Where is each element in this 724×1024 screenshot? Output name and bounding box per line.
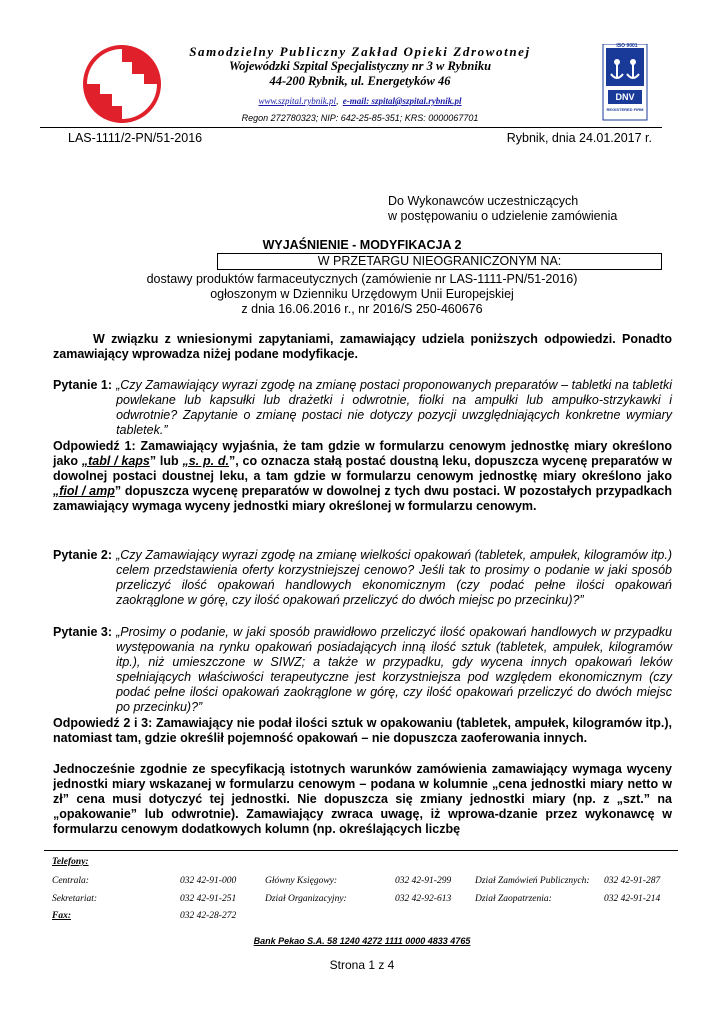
- answer-2-3-text: Zamawiający nie podał ilości sztuk w opakowaniu (tabletek, ampułek, kilogramów itp.), natomiast tam, gdzie określił pojemność opakowań – nie dopuszcza zaoferowania innych.: [53, 716, 673, 745]
- dnv-certificate-badge: [600, 44, 650, 122]
- question-2: [53, 548, 672, 608]
- answer-1-text-part: Zamawiający wyjaśnia, że tam gdzie w formularzu cenowym jednostkę miary określono jako: [53, 439, 672, 468]
- sekretariat-label: Sekretariat:: [52, 894, 98, 904]
- document-title: WYJAŚNIENIE - MODYFIKACJA 2: [262, 238, 462, 252]
- centrala-label: Centrala:: [52, 876, 89, 886]
- subject-line-2: ogłoszonym w Dzienniku Urzędowym Unii Europejskiej: [210, 287, 514, 301]
- question-3-label: Pytanie 3:: [53, 625, 113, 639]
- answer-1-text-part: ” dopuszcza wycenę preparatów w dowolnej z tych dwu postaci. W pozostałych przypadkach zamawiający wymaga wyceny jednostki miary określonej w formularzu cenowym.: [53, 484, 672, 513]
- question-2-text: „Czy Zamawiający wyrazi zgodę na zmianę wielkości opakowań (tabletek, ampułek, kilogramów itp.) celem przedstawienia oferty korzystniejszej cenowo? Jeśli tak to prosimy o podanie w jaki sposób przeliczyć ilość opakowań handlowych ekonomicznym (czy podać pełne ilości opakowań zaokrąglone w górę, czy ilość opakowań przeliczyć do dwóch miejsc po przecinku)?”: [116, 548, 672, 607]
- phones-label: Telefony:: [52, 857, 89, 867]
- ksiegowy-label: Główny Księgowy:: [265, 876, 338, 886]
- zamowienia-label: Dział Zamówień Publicznych:: [475, 876, 590, 886]
- iso-label: ISO 9001: [616, 43, 638, 49]
- organizacyjny-label: Dział Organizacyjny:: [265, 894, 347, 904]
- answer-1: [53, 439, 672, 514]
- answer-2-3: [53, 716, 672, 746]
- zaopatrzenie-phone: 032 42-91-214: [604, 894, 661, 904]
- zaopatrzenie-label: Dział Zaopatrzenia:: [475, 894, 552, 904]
- answer-1-label: Odpowiedź 1:: [53, 439, 136, 453]
- website-link[interactable]: www.szpital.rybnik.pl: [258, 96, 337, 106]
- subject-line-1: dostawy produktów farmaceutycznych (zamówienie nr LAS-1111-PN/51-2016): [146, 272, 578, 286]
- footer-divider: [44, 850, 678, 851]
- fax-label: Fax:: [52, 911, 71, 921]
- registered-firm-label: REGISTERED FIRM: [606, 107, 644, 112]
- place-date: Rybnik, dnia 24.01.2017 r.: [506, 131, 652, 145]
- ksiegowy-phone: 032 42-91-299: [395, 876, 452, 886]
- unit-spd: „s. p. d.: [182, 454, 229, 468]
- fax-number: 032 42-28-272: [180, 911, 237, 921]
- final-paragraph: Jednocześnie zgodnie ze specyfikacją istotnych warunków zamówienia zamawiający wymaga wyceny jednostki miary wskazanej w formularzu cenowym – podana w kolumnie „cena jednostki miary netto w zł” cena musi dotyczyć tej jednostki. Nie dopuszcza się zmiany jednostki miary (np. z „szt.” na „opakowanie” lub odwrotnie). Zamawiający zwraca uwagę, iż wprowa-dzanie przez wykonawcę w formularzu cenowym dodatkowych kolumn (np. określających liczbę: [53, 762, 672, 836]
- subject-line-3: z dnia 16.06.2016 r., nr 2016/S 250-460676: [241, 302, 483, 316]
- recipient-line-1: Do Wykonawców uczestniczących: [388, 194, 579, 208]
- answer-1-text-part: ” lub: [149, 454, 183, 468]
- question-1-label: Pytanie 1:: [53, 378, 113, 392]
- hospital-address: 44-200 Rybnik, ul. Energetyków 46: [269, 74, 451, 88]
- hospital-logo: [82, 44, 162, 124]
- question-1-text: „Czy Zamawiający wyrazi zgodę na zmianę postaci proponowanych preparatów – tabletki na tabletki powlekane lub kapsułki lub drażetki i odwrotnie, fiolki na ampułki lub ampułko-strzykawki i odwrotnie? Zapytanie o zmianę postaci nie dotyczy pozycji uwzględniających konkretne wymiary tabletek.”: [116, 378, 672, 437]
- bank-account: Bank Pekao S.A. 58 1240 4272 1111 0000 4833 4765: [253, 936, 471, 946]
- header-divider: [40, 127, 662, 128]
- tender-subtitle: W PRZETARGU NIEOGRANICZONYM NA:: [217, 253, 662, 270]
- registry-info: Regon 272780323; NIP: 642-25-85-351; KRS: 0000067701: [241, 113, 479, 123]
- organizacyjny-phone: 032 42-92-613: [395, 894, 452, 904]
- intro-paragraph: W związku z wniesionymi zapytaniami, zamawiający udziela poniższych odpowiedzi. Ponadto zamawiający wprowadza niżej podane modyfikacje.: [53, 332, 672, 361]
- question-1: [53, 378, 672, 438]
- recipient-line-2: w postępowaniu o udzielenie zamówienia: [388, 209, 618, 223]
- email-link[interactable]: e-mail: szpital@szpital.rybnik.pl: [342, 96, 462, 106]
- reference-number: LAS-1111/2-PN/51-2016: [68, 131, 203, 145]
- contact-links: www.szpital.rybnik.pl, e-mail: szpital@szpital.rybnik.pl: [258, 96, 462, 106]
- sekretariat-phone: 032 42-91-251: [180, 894, 237, 904]
- answer-2-3-label: Odpowiedź 2 i 3:: [53, 716, 153, 730]
- hospital-name: Wojewódzki Szpital Specjalistyczny nr 3 w Rybniku: [228, 59, 492, 73]
- org-name: Samodzielny Publiczny Zakład Opieki Zdrowotnej: [189, 44, 531, 59]
- dnv-label: DNV: [615, 92, 635, 102]
- centrala-phone: 032 42-91-000: [180, 876, 237, 886]
- question-3: [53, 625, 672, 715]
- unit-tabl-kaps: „tabl / kaps: [81, 454, 150, 468]
- zamowienia-phone: 032 42-91-287: [604, 876, 661, 886]
- question-3-text: „Prosimy o podanie, w jaki sposób prawidłowo przeliczyć ilość opakowań handlowych w przypadku występowania na rynku opakowań posiadających inną ilość sztuk (tabletek, ampułek, kilogramów itp.), niż umieszczone w SIWZ; a także w przypadku, gdy wycena innych opakowań leków spełniających właściwości terapeutyczne jest korzystniejsza pod względem ekonomicznym (czy podać pełne ilości opakowań zaokrąglone w górę, czy ilość opakowań przeliczyć do dwóch miejsc po przecinku)?”: [116, 625, 672, 714]
- page-number: Strona 1 z 4: [329, 958, 395, 972]
- answer-1-text-part: ”, co oznacza stałą postać doustną leku, dopuszcza wycenę preparatów w dowolnej postaci doustnej leku, a tam gdzie w formularzu cenowym jednostkę miary określono jako: [53, 454, 672, 483]
- unit-fiol-amp: „fiol / amp: [53, 484, 115, 498]
- question-2-label: Pytanie 2:: [53, 548, 113, 562]
